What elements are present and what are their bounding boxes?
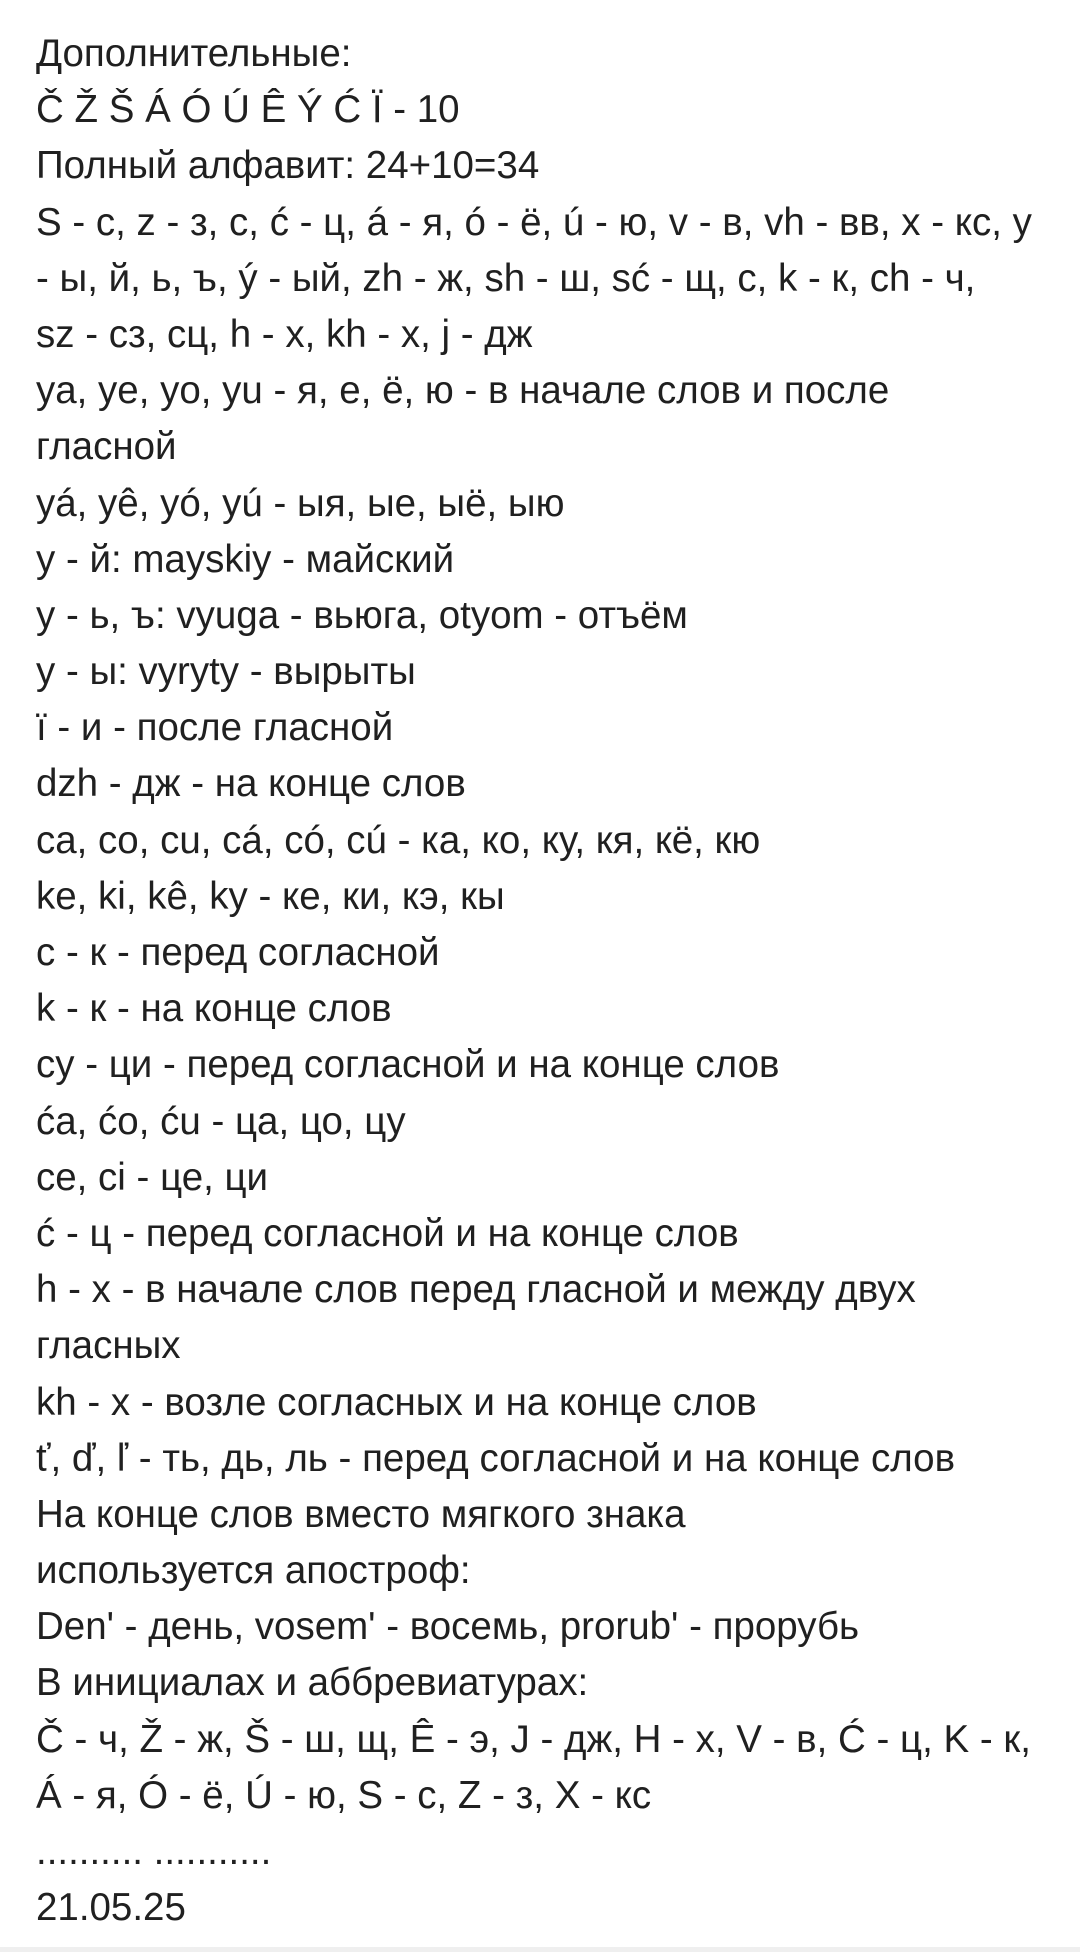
text-line: Полный алфавит: 24+10=34: [36, 144, 540, 188]
text-line: dzh - дж - на конце слов: [36, 762, 466, 806]
text-line: Č - ч, Ž - ж, Š - ш, щ, Ê - э, J - дж, H - х, V - в, Ć - ц, K - к,: [36, 1717, 1031, 1761]
text-line: yá, yê, yó, yú - ыя, ые, ыё, ыю: [36, 481, 565, 525]
text-line: - ы, й, ь, ъ, ý - ый, zh - ж, sh - ш, sć - щ, c, k - к, ch - ч,: [36, 256, 976, 300]
text-line: S - с, z - з, c, ć - ц, á - я, ó - ё, ú - ю, v - в, vh - вв, x - кс, y: [36, 200, 1032, 244]
date-line: 21.05.25: [36, 1886, 186, 1930]
text-line: В инициалах и аббревиатурах:: [36, 1661, 589, 1705]
text-line: y - й: mayskiy - майский: [36, 537, 455, 581]
text-line: Den' - день, vosem' - восемь, prorub' - прорубь: [36, 1605, 860, 1649]
text-line: ï - и - после гласной: [36, 706, 394, 750]
text-line: Дополнительные:: [36, 32, 352, 75]
text-line: ca, co, cu, cá, có, cú - ка, ко, ку, кя, кё, кю: [36, 818, 761, 862]
text-line: h - х - в начале слов перед гласной и между двух: [36, 1268, 916, 1312]
note-text: [36, 26, 1066, 1936]
text-line: y - ь, ъ: vyuga - вьюга, otyom - отъём: [36, 593, 688, 637]
text-line: k - к - на конце слов: [36, 987, 392, 1031]
bottom-divider: [0, 1947, 1080, 1952]
text-line: y - ы: vyryty - вырыты: [36, 650, 416, 694]
text-line: ya, ye, yo, yu - я, е, ё, ю - в начале слов и после: [36, 369, 890, 413]
text-line: sz - сз, сц, h - х, kh - х, j - дж: [36, 312, 533, 356]
text-line: ce, ci - це, ци: [36, 1155, 269, 1199]
text-line: ća, ćo, ću - ца, цо, цу: [36, 1099, 406, 1143]
text-line: ke, ki, kê, ky - ке, ки, кэ, кы: [36, 874, 505, 918]
text-line: cy - ци - перед согласной и на конце слов: [36, 1043, 780, 1087]
text-line: Á - я, Ó - ё, Ú - ю, S - с, Z - з, X - кс: [36, 1773, 652, 1817]
text-line: Č Ž Š Á Ó Ú Ê Ý Ć Ï - 10: [36, 88, 460, 132]
text-line: ť, ď, ľ - ть, дь, ль - перед согласной и на конце слов: [36, 1436, 956, 1480]
text-line: гласных: [36, 1324, 181, 1368]
text-line: гласной: [36, 425, 177, 469]
text-line: На конце слов вместо мягкого знака: [36, 1492, 686, 1536]
text-line: ć - ц - перед согласной и на конце слов: [36, 1211, 739, 1255]
text-line: kh - х - возле согласных и на конце слов: [36, 1380, 757, 1424]
text-line: .......... ...........: [36, 1830, 272, 1873]
text-line: c - к - перед согласной: [36, 931, 440, 974]
text-line: используется апостроф:: [36, 1549, 471, 1593]
